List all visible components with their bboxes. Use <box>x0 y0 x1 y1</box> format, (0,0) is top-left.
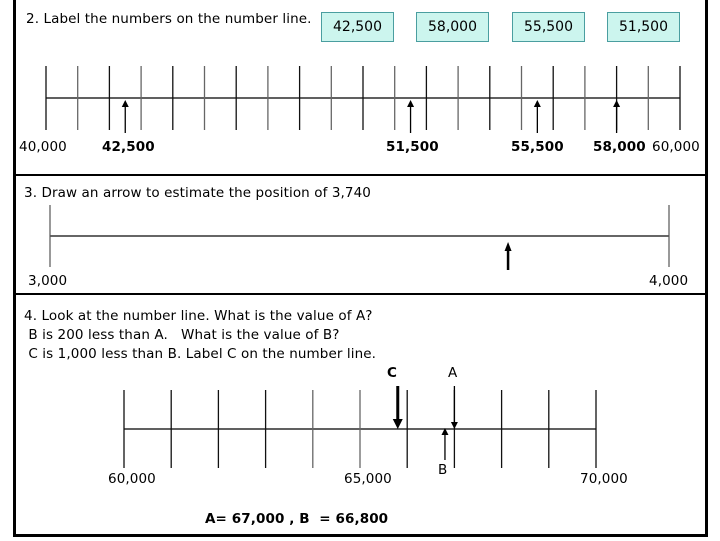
question-3-prompt: 3. Draw an arrow to estimate the position of 3,740 <box>24 185 371 201</box>
arrow-label-51500: 51,500 <box>386 139 439 155</box>
label-end-q2: 60,000 <box>652 139 700 155</box>
label-70000: 70,000 <box>580 471 628 487</box>
arrow-label-58000: 58,000 <box>593 139 646 155</box>
arrow-label-42500: 42,500 <box>102 139 155 155</box>
answer-box-4: 51,500 <box>607 12 680 42</box>
label-65000: 65,000 <box>344 471 392 487</box>
label-start-q3: 3,000 <box>28 273 68 289</box>
arrow-label-55500: 55,500 <box>511 139 564 155</box>
answer-box-3: 55,500 <box>512 12 585 42</box>
number-line-q2 <box>46 66 680 133</box>
question-4-prompt-line-1: 4. Look at the number line. What is the value of A? <box>24 308 373 324</box>
label-end-q3: 4,000 <box>649 273 689 289</box>
answer-text: A= 67,000 , B = 66,800 <box>205 511 389 527</box>
question-4-prompt-line-3: C is 1,000 less than B. Label C on the number line. <box>24 346 377 362</box>
marker-label-c: C <box>387 365 398 381</box>
marker-label-a: A <box>448 365 458 381</box>
question-4-prompt-line-2: B is 200 less than A. What is the value of B? <box>24 327 340 343</box>
marker-label-b: B <box>438 462 448 478</box>
number-line-q4 <box>124 386 596 468</box>
answer-box-1: 42,500 <box>321 12 394 42</box>
label-60000: 60,000 <box>108 471 156 487</box>
label-start-q2: 40,000 <box>19 139 67 155</box>
answer-box-2: 58,000 <box>416 12 489 42</box>
number-line-q3 <box>50 205 669 270</box>
question-2-prompt: 2. Label the numbers on the number line. <box>26 11 312 27</box>
